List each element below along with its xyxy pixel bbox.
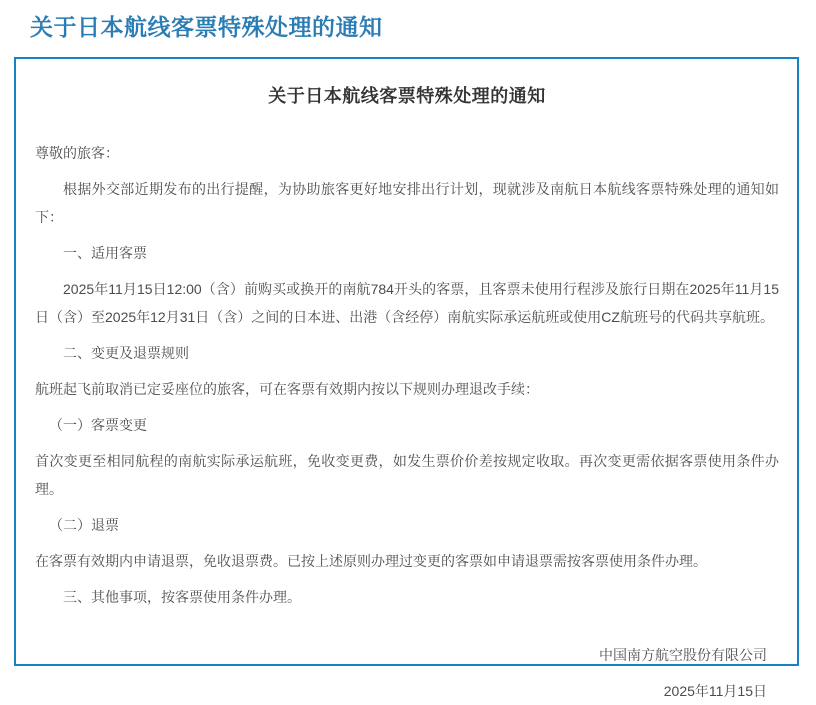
notice-paragraph: 根据外交部近期发布的出行提醒，为协助旅客更好地安排出行计划，现就涉及南航日本航线客票特殊处理的通知如下：: [35, 181, 779, 225]
notice-title: 关于日本航线客票特殊处理的通知: [268, 86, 546, 106]
notice-paragraph: 尊敬的旅客：: [35, 145, 119, 161]
notice-paragraph: 首次变更至相同航程的南航实际承运航班，免收变更费，如发生票价价差按规定收取。再次变更需依据客票使用条件办理。: [35, 453, 779, 497]
signature-date: 2025年11月15日: [663, 683, 767, 699]
notice-paragraph: （一）客票变更: [49, 417, 147, 433]
notice-paragraph: 在客票有效期内申请退票，免收退票费。已按上述原则办理过变更的客票如申请退票需按客票使用条件办理。: [35, 553, 707, 569]
notice-paragraph: 二、变更及退票规则: [63, 345, 189, 361]
notice-paragraph: 一、适用客票: [63, 245, 147, 261]
notice-body: [35, 139, 779, 611]
page-title: 关于日本航线客票特殊处理的通知: [30, 14, 383, 40]
notice-paragraph: 航班起飞前取消已定妥座位的旅客，可在客票有效期内按以下规则办理退改手续：: [35, 381, 539, 397]
signature-company: 中国南方航空股份有限公司: [599, 647, 767, 663]
notice-box: [14, 57, 799, 699]
notice-paragraph: 2025年11月15日12:00（含）前购买或换开的南航784开头的客票，且客票未使用行程涉及旅行日期在2025年11月15日（含）至2025年12月31日（含）之间的日本进、出港（含经停）南航实际承运航班或使用CZ航班号的代码共享航班。: [35, 281, 779, 325]
notice-paragraph: （二）退票: [49, 517, 119, 533]
signature-block: [35, 641, 779, 705]
notice-paragraph: 三、其他事项，按客票使用条件办理。: [63, 589, 301, 605]
